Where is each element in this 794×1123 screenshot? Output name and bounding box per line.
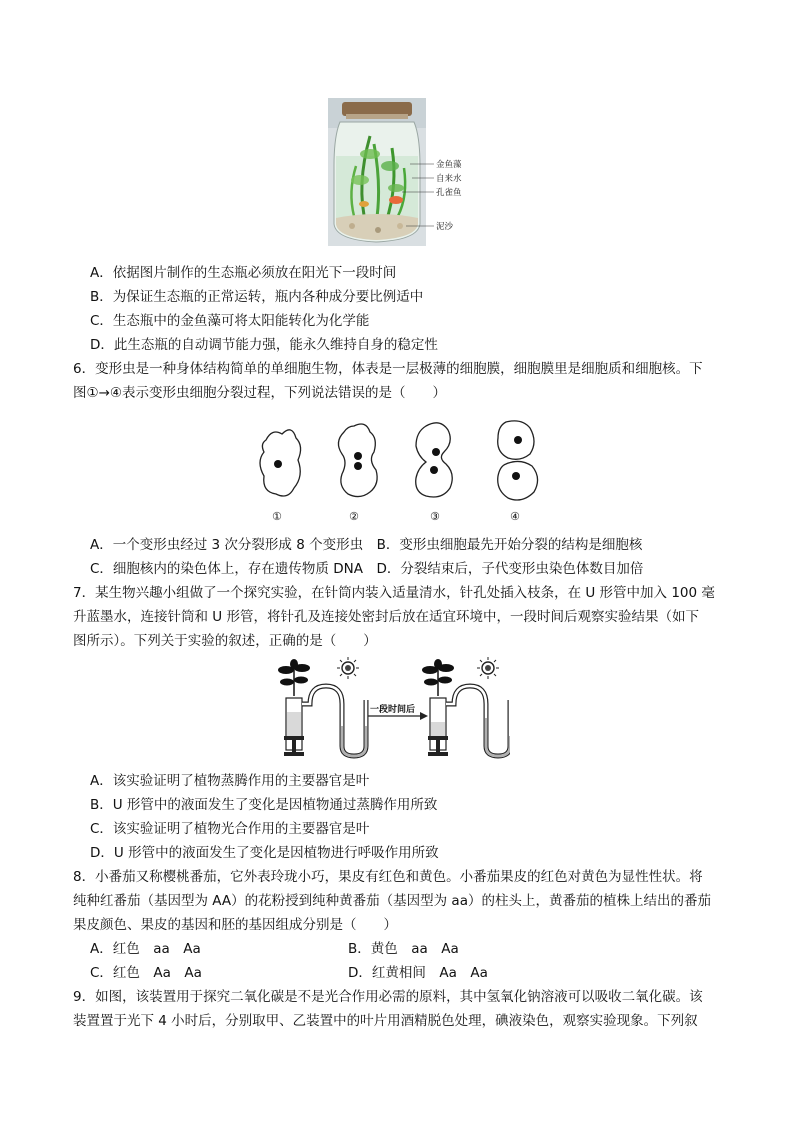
apparatus-before: [278, 659, 366, 756]
q6-options-cd: C．细胞核内的染色体上，存在遗传物质 DNA D．分裂结束后，子代变形虫染色体数目加倍: [90, 561, 644, 577]
q7-stem-line-1: 7．某生物兴趣小组做了一个探究实验，在针筒内装入适量清水，针孔处插入枝条，在 U 形管中加入 100 毫: [73, 585, 715, 601]
amoeba-cell-2: [338, 424, 377, 497]
amoeba-cells-diagram: [250, 418, 550, 508]
q8-stem-line-1: 8．小番茄又称樱桃番茄，它外表玲珑小巧，果皮有红色和黄色。小番茄果皮的红色对黄色为显性性状。将: [73, 869, 703, 885]
transpiration-experiment-figure: [270, 656, 510, 764]
cell-label-3: ③: [430, 510, 440, 523]
arrow-label-time: 一段时间后: [370, 705, 416, 715]
q5-option-b: B．为保证生态瓶的正常运转，瓶内各种成分要比例适中: [90, 289, 424, 305]
amoeba-cell-3: [416, 423, 453, 497]
cell-label-1: ①: [272, 510, 282, 523]
q7-stem-line-3: 图所示）。下列关于实验的叙述，正确的是（ ）: [73, 633, 377, 649]
label-sediment: 泥沙: [436, 222, 454, 232]
label-hornwort: 金鱼藻: [436, 160, 462, 170]
label-tap-water: 自来水: [436, 174, 462, 184]
q6-stem-line-2: 图①→④表示变形虫细胞分裂过程，下列说法错误的是（ ）: [73, 385, 447, 401]
sun-icon-right: [477, 657, 499, 679]
q8-stem-line-3: 果皮颜色、果皮的基因和胚的基因组成分别是（ ）: [73, 917, 397, 933]
q6-options-ab: A．一个变形虫经过 3 次分裂形成 8 个变形虫 B．变形虫细胞最先开始分裂的结构是细胞核: [90, 537, 643, 553]
q8-option-a: A．红色 aa Aa: [90, 941, 201, 957]
q9-stem-line-1: 9．如图，该装置用于探究二氧化碳是不是光合作用必需的原料，其中氢氧化钠溶液可以吸收二氧化碳。该: [73, 989, 703, 1005]
q7-stem-line-2: 升蓝墨水，连接针筒和 U 形管，将针孔及连接处密封后放在适宜环境中，一段时间后观察实验结果（如下: [73, 609, 699, 625]
amoeba-division-figure: [250, 418, 550, 526]
eco-bottle-figure: [326, 96, 496, 248]
q8-stem-line-2: 纯种红番茄（基因型为 AA）的花粉授到纯种黄番茄（基因型为 aa）的柱头上，黄番茄的植株上结出的番茄: [73, 893, 711, 909]
cell-label-4: ④: [510, 510, 520, 523]
q8-option-c: C．红色 Aa Aa: [90, 965, 202, 981]
apparatus-after: [422, 659, 510, 756]
q6-stem-line-1: 6．变形虫是一种身体结构简单的单细胞生物，体表是一层极薄的细胞膜，细胞膜里是细胞质和细胞核。下: [73, 361, 703, 377]
q7-option-b: B．U 形管中的液面发生了变化是因植物通过蒸腾作用所致: [90, 797, 438, 813]
q5-option-d: D．此生态瓶的自动调节能力强，能永久维持自身的稳定性: [90, 337, 438, 353]
eco-bottle-photo: [326, 96, 496, 248]
label-guppy: 孔雀鱼: [436, 188, 462, 198]
amoeba-cell-4-bottom: [498, 461, 538, 500]
q5-option-a: A．依据图片制作的生态瓶必须放在阳光下一段时间: [90, 265, 397, 281]
q7-option-c: C．该实验证明了植物光合作用的主要器官是叶: [90, 821, 370, 837]
q8-option-d: D．红黄相间 Aa Aa: [348, 965, 488, 981]
q7-option-d: D．U 形管中的液面发生了变化是因植物进行呼吸作用所致: [90, 845, 439, 861]
q7-option-a: A．该实验证明了植物蒸腾作用的主要器官是叶: [90, 773, 370, 789]
cell-label-2: ②: [349, 510, 359, 523]
q5-option-c: C．生态瓶中的金鱼藻可将太阳能转化为化学能: [90, 313, 370, 329]
sun-icon-left: [337, 657, 359, 679]
q8-option-b: B．黄色 aa Aa: [348, 941, 459, 957]
q9-stem-line-2: 装置置于光下 4 小时后，分别取甲、乙装置中的叶片用酒精脱色处理，碘液染色，观察实验现象。下列叙: [73, 1013, 698, 1029]
